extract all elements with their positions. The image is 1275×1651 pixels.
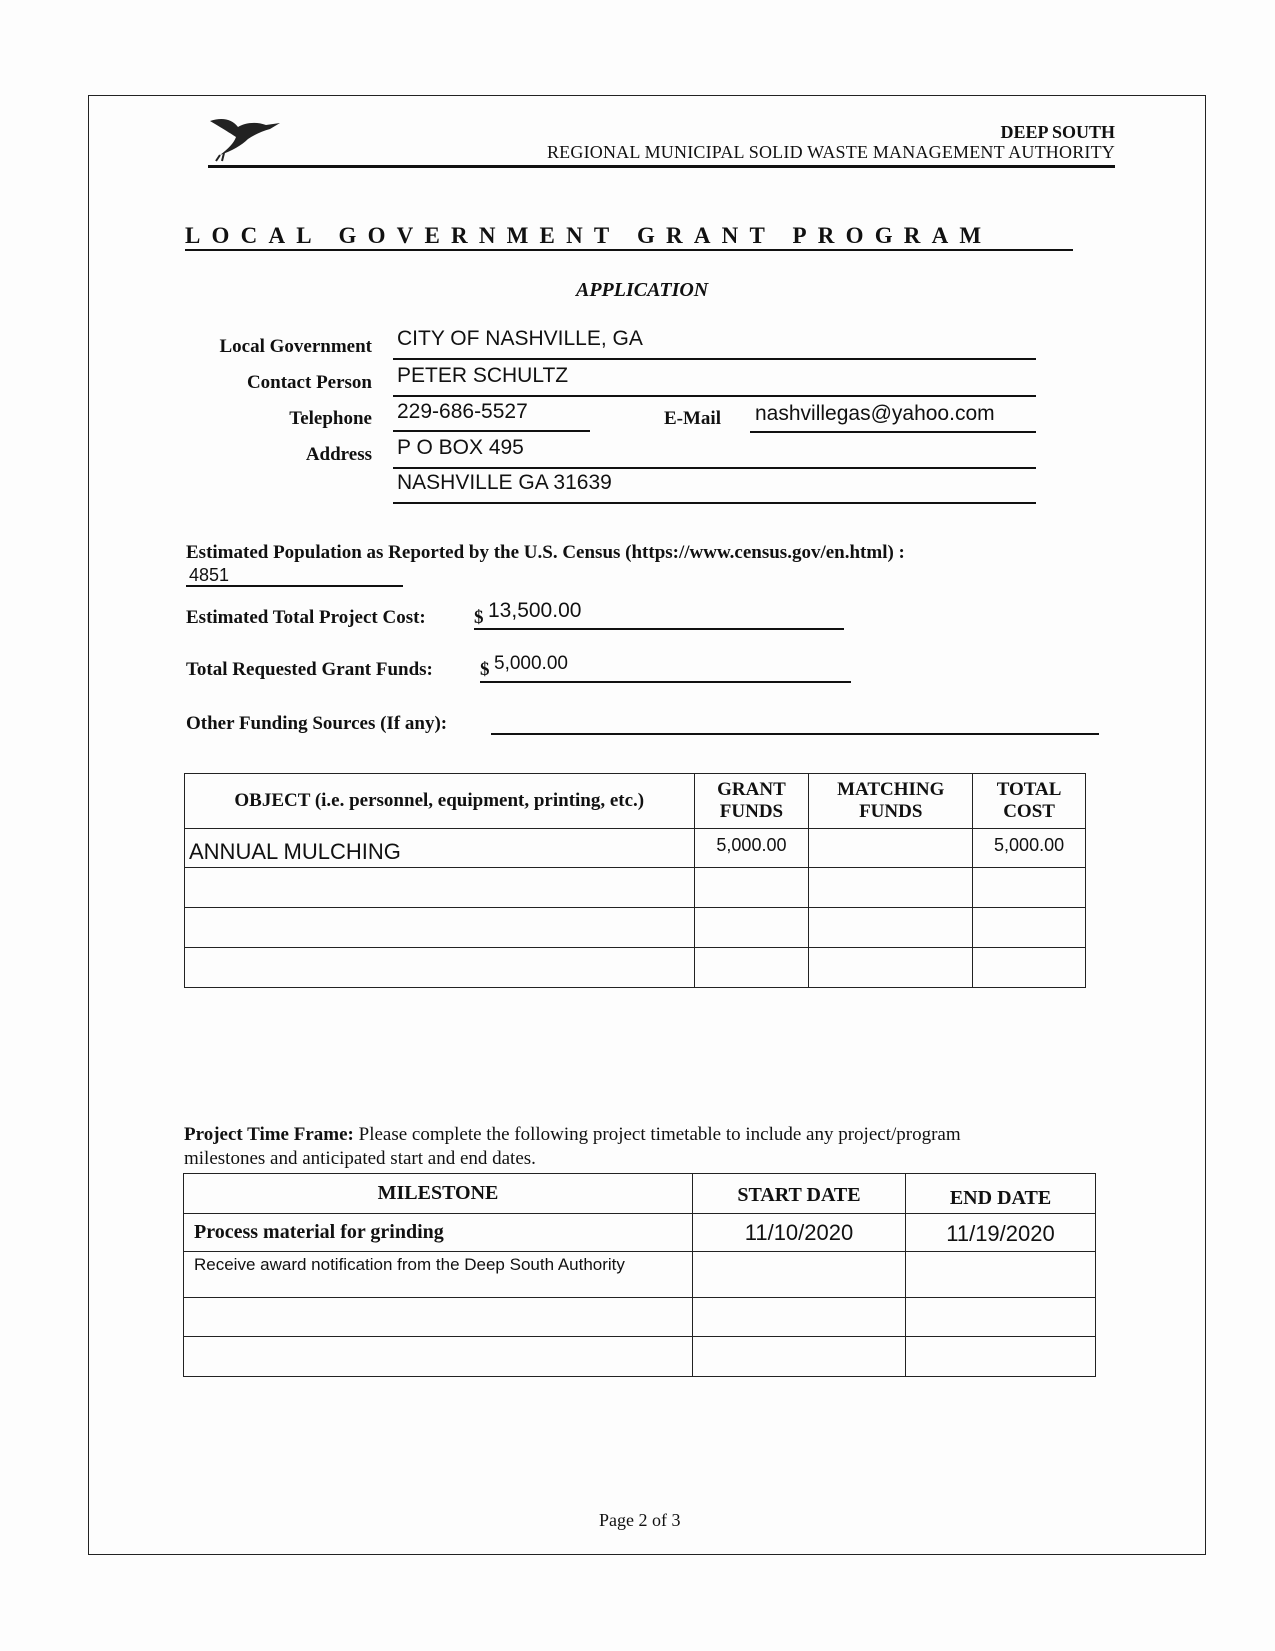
address-line2-line	[393, 502, 1036, 504]
milestone-cell[interactable]	[184, 1298, 693, 1337]
grant-header-line1: GRANT	[717, 779, 786, 800]
object-header: OBJECT (i.e. personnel, equipment, printing, etc.)	[185, 774, 695, 829]
header-divider	[208, 165, 1115, 168]
grant-header-line2: FUNDS	[719, 801, 784, 822]
address-line1-field[interactable]: P O BOX 495	[397, 436, 524, 459]
matching-header-line2: FUNDS	[859, 801, 923, 822]
local-government-line	[393, 358, 1036, 360]
contact-person-field[interactable]: PETER SCHULTZ	[397, 364, 569, 387]
total-cell[interactable]	[973, 948, 1086, 988]
timeframe-label: Project Time Frame:	[184, 1124, 354, 1145]
end-date-cell[interactable]	[906, 1252, 1096, 1298]
address-line1-line	[393, 467, 1036, 469]
total-cell[interactable]	[973, 908, 1086, 948]
object-cell[interactable]: ANNUAL MULCHING	[185, 829, 695, 868]
matching-header-line1: MATCHING	[837, 779, 945, 800]
telephone-label: Telephone	[289, 408, 372, 429]
requested-funds-currency: $	[480, 659, 490, 680]
requested-funds-field[interactable]: 5,000.00	[494, 653, 568, 674]
milestone-cell[interactable]: Process material for grinding	[184, 1214, 693, 1252]
matching-cell[interactable]	[809, 908, 973, 948]
total-cell[interactable]: 5,000.00	[973, 829, 1086, 868]
total-cost-label: Estimated Total Project Cost:	[186, 607, 426, 628]
email-field[interactable]: nashvillegas@yahoo.com	[755, 402, 995, 425]
end-date-cell[interactable]	[906, 1298, 1096, 1337]
org-name-line1: DEEP SOUTH	[1000, 122, 1115, 142]
local-government-field[interactable]: CITY OF NASHVILLE, GA	[397, 327, 643, 350]
population-label: Estimated Population as Reported by the U.S. Census (https://www.census.gov/en.html) :	[186, 542, 905, 563]
total-cost-currency: $	[474, 607, 484, 628]
end-date-cell[interactable]	[906, 1337, 1096, 1377]
object-cell[interactable]	[185, 868, 695, 908]
table-row	[185, 868, 1086, 908]
page-number: Page 2 of 3	[599, 1510, 681, 1530]
other-funding-line	[491, 733, 1099, 735]
table-row	[184, 1298, 1096, 1337]
population-field[interactable]: 4851	[189, 565, 230, 585]
timeframe-text: Please complete the following project timetable to include any project/program	[353, 1124, 961, 1145]
telephone-field[interactable]: 229-686-5527	[397, 400, 528, 423]
object-cell[interactable]	[185, 948, 695, 988]
total-header-line2: COST	[1003, 801, 1055, 822]
timeframe-text-line2: milestones and anticipated start and end dates.	[184, 1148, 536, 1169]
telephone-line	[393, 430, 590, 432]
requested-funds-line	[480, 681, 851, 683]
start-date-cell[interactable]	[693, 1252, 906, 1298]
matching-funds-header	[809, 774, 973, 829]
start-date-header: START DATE	[693, 1174, 906, 1214]
contact-person-label: Contact Person	[246, 372, 372, 393]
email-line	[750, 431, 1036, 433]
milestone-header: MILESTONE	[184, 1174, 693, 1214]
contact-person-line	[393, 395, 1036, 397]
address-label: Address	[305, 444, 372, 465]
milestone-cell[interactable]: Receive award notification from the Deep South Authority	[184, 1252, 693, 1298]
title-underline	[185, 249, 1073, 251]
matching-cell[interactable]	[809, 829, 973, 868]
other-funding-label: Other Funding Sources (If any):	[186, 713, 448, 734]
total-header-line1: TOTAL	[996, 779, 1062, 800]
table-row	[185, 948, 1086, 988]
email-label: E-Mail	[664, 408, 721, 429]
total-cost-field[interactable]: 13,500.00	[488, 599, 582, 622]
requested-funds-label: Total Requested Grant Funds:	[186, 659, 433, 680]
heron-logo-icon	[208, 113, 288, 163]
total-cost-header	[973, 774, 1086, 829]
timeframe-table	[183, 1173, 1096, 1377]
grant-cell[interactable]: 5,000.00	[694, 829, 809, 868]
end-date-header: END DATE	[906, 1174, 1096, 1214]
table-row	[184, 1252, 1096, 1298]
milestone-cell[interactable]	[184, 1337, 693, 1377]
matching-cell[interactable]	[809, 948, 973, 988]
table-row	[185, 829, 1086, 868]
table-row	[184, 1214, 1096, 1252]
matching-cell[interactable]	[809, 868, 973, 908]
timeframe-header-row	[184, 1174, 1096, 1214]
local-government-label: Local Government	[219, 336, 372, 357]
table-row	[185, 908, 1086, 948]
population-line	[186, 585, 403, 587]
total-cell[interactable]	[973, 868, 1086, 908]
address-line2-field[interactable]: NASHVILLE GA 31639	[397, 471, 612, 494]
start-date-cell[interactable]	[693, 1337, 906, 1377]
grant-funds-header	[694, 774, 809, 829]
grant-cell[interactable]	[694, 908, 809, 948]
page-title: LOCAL GOVERNMENT GRANT PROGRAM	[185, 223, 993, 248]
end-date-cell[interactable]: 11/19/2020	[906, 1214, 1096, 1252]
start-date-cell[interactable]: 11/10/2020	[693, 1214, 906, 1252]
grant-cell[interactable]	[694, 868, 809, 908]
start-date-cell[interactable]	[693, 1298, 906, 1337]
budget-header-row	[185, 774, 1086, 829]
org-name-line2: REGIONAL MUNICIPAL SOLID WASTE MANAGEMENT AUTHORITY	[546, 142, 1115, 162]
budget-table	[184, 773, 1086, 988]
grant-cell[interactable]	[694, 948, 809, 988]
table-row	[184, 1337, 1096, 1377]
timeframe-instructions	[184, 1124, 961, 1146]
total-cost-line	[474, 628, 844, 630]
page-subtitle: APPLICATION	[576, 279, 709, 301]
object-cell[interactable]	[185, 908, 695, 948]
